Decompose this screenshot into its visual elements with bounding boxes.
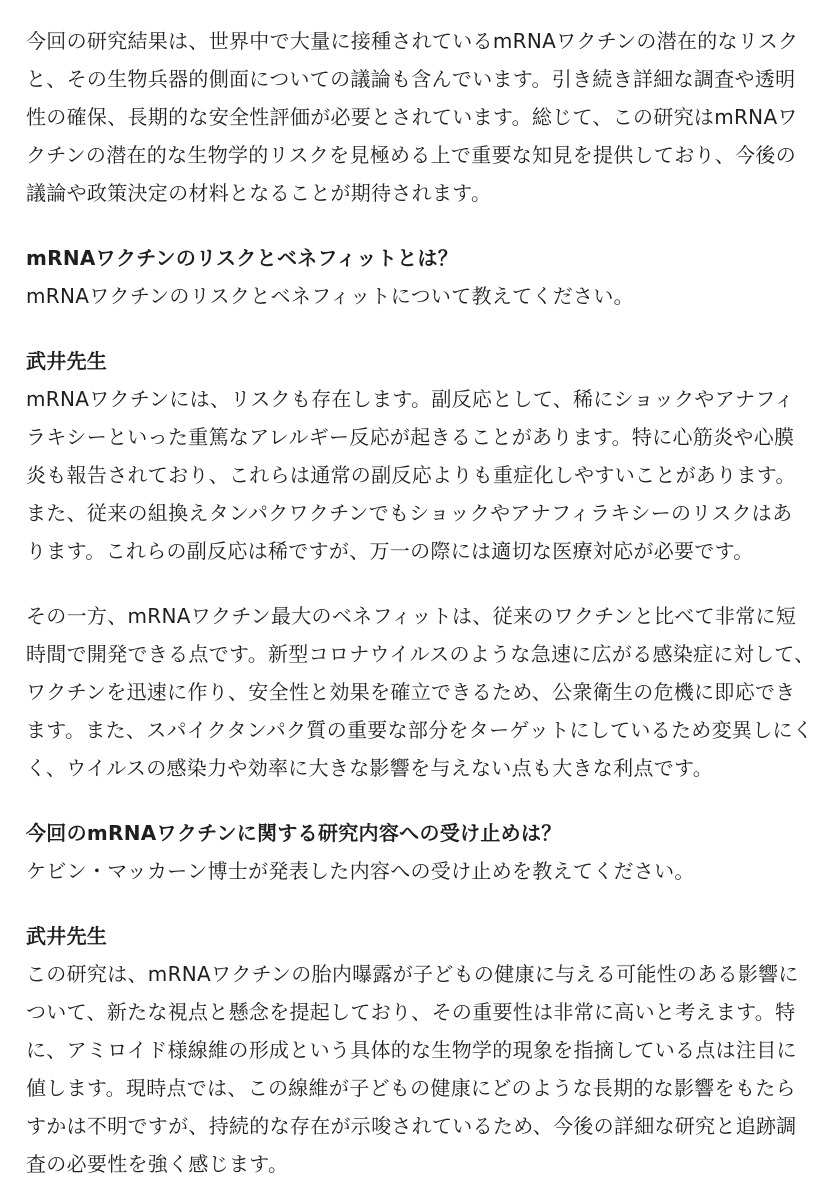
paragraph-gap [26, 315, 806, 342]
answer-line: ラキシーといった重篤なアレルギー反応が起きることがあります。特に心筋炎や心膜 [26, 425, 795, 449]
question-heading: mRNAワクチンのリスクとベネフィットとは？ [26, 246, 459, 270]
answer-line: に、アミロイド様線維の形成という具体的な生物学的現象を指摘している点は注目に [26, 1038, 797, 1062]
answer-line: また、従来の組換えタンパクワクチンでもショックやアナフィラキシーのリスクはあ [26, 501, 793, 525]
answer-block-1b [26, 597, 815, 787]
answer-line: ります。これらの副反応は稀ですが、万一の際には適切な医療対応が必要です。 [26, 539, 754, 563]
answer-line: ます。また、スパイクタンパク質の重要な部分をターゲットにしているため変異しにく [26, 718, 814, 742]
answer-line: ついて、新たな視点と懸念を提起しており、その重要性は非常に高いと考えます。特 [26, 1000, 796, 1024]
intro-line: と、その生物兵器的側面についての議論も含んでいます。引き続き詳細な調査や透明 [26, 67, 796, 91]
question-heading: 今回のmRNAワクチンに関する研究内容への受け止めは？ [26, 821, 562, 845]
intro-line: 今回の研究結果は、世界中で大量に接種されているmRNAワクチンの潜在的なリスク [26, 29, 799, 53]
answer-line: 値します。現時点では、この線維が子どもの健康にどのような長期的な影響をもたら [26, 1076, 796, 1100]
answer-line: 時間で開発できる点です。新型コロナウイルスのような急速に広がる感染症に対して、 [26, 642, 815, 666]
intro-line: 性の確保、長期的な安全性評価が必要とされています。総じて、この研究はmRNAワ [26, 105, 798, 129]
answer-line: この研究は、mRNAワクチンの胎内曝露が子どもの健康に与える可能性のある影響に [26, 962, 799, 986]
answer-line: ワクチンを迅速に作り、安全性と効果を確立できるため、公衆衛生の危機に即応でき [26, 680, 796, 704]
question-block-2 [26, 814, 806, 890]
speaker-name: 武井先生 [26, 924, 108, 948]
paragraph-gap [26, 212, 806, 239]
intro-line: クチンの潜在的な生物学的リスクを見極める上で重要な知見を提供しており、今後の [26, 143, 796, 167]
intro-line: 議論や政策決定の材料となることが期待されます。 [26, 181, 492, 205]
question-block-1 [26, 239, 806, 315]
paragraph-gap [26, 890, 806, 917]
paragraph-gap [26, 787, 806, 814]
answer-line: すかは不明ですが、持続的な存在が示唆されているため、今後の詳細な研究と追跡調 [26, 1114, 797, 1138]
answer-block-2 [26, 917, 806, 1183]
question-text: mRNAワクチンのリスクとベネフィットについて教えてください。 [26, 284, 634, 308]
paragraph-gap [26, 570, 806, 597]
answer-line: 査の必要性を強く感じます。 [26, 1152, 289, 1176]
answer-line: く、ウイルスの感染力や効率に大きな影響を与えない点も大きな利点です。 [26, 756, 713, 780]
intro-paragraph [26, 22, 806, 212]
answer-line: その一方、mRNAワクチン最大のベネフィットは、従来のワクチンと比べて非常に短 [26, 604, 797, 628]
answer-line: 炎も報告されており、これらは通常の副反応よりも重症化しやすいことがあります。 [26, 463, 796, 487]
answer-line: mRNAワクチンには、リスクも存在します。副反応として、稀にショックやアナフィ [26, 387, 795, 411]
speaker-name: 武井先生 [26, 349, 108, 373]
question-text: ケビン・マッカーン博士が発表した内容への受け止めを教えてください。 [26, 859, 695, 883]
answer-block-1 [26, 342, 806, 570]
